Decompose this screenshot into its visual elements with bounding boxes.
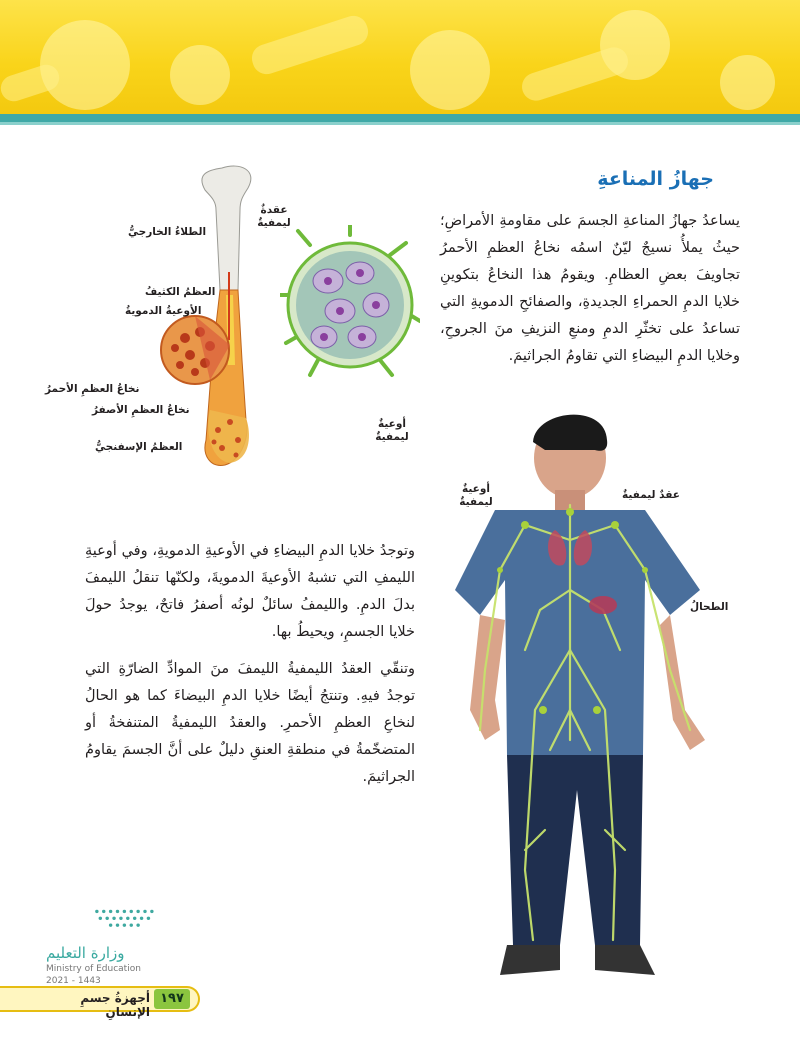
label-body-lymph-nodes: عقدٌ ليمفيةٌ [622,489,680,501]
label-compact-bone: العظمُ الكثيفُ [145,286,216,298]
vessels-paragraphs [85,538,415,801]
label-blood-vessels: الأوعيةُ الدمويةُ [125,305,202,317]
ministry-year: 2021 - 1443 [46,976,101,986]
ministry-name-arabic: وزارة التعليم [46,944,125,962]
label-yellow-marrow: نخاعُ العظمِ الأصفرُ [92,404,190,416]
vessels-text-2: وتنقّي العقدُ الليمفيةُ الليمفَ منَ الموادِّ الضارّةِ التي توجدُ فيهِ. وتنتجُ أيضًا خلايا الدمِ البيضاءَ كما هو الحالُ لنخاعِ العظمِ الأحمرِ. والعقدُ الليمفيةُ المتنفخةُ أو المتضخّمةُ في منطقةِ العنقِ دليلٌ على أنَّ الجسمَ يقاومُ الجراثيمَ. [85,661,415,785]
vessels-text-1: وتوجدُ خلايا الدمِ البيضاءِ في الأوعيةِ الدمويةِ، وفي أوعيةِ الليمفِ التي تشبهُ الأوعيةَ الدمويةَ، ولكنّها تنقلُ الليمفَ بدلَ الدمِ. والليمفُ سائلٌ لونُه أصفرُ فاتحٌ، يوجدُ حولَ خلايا الجسمِ، ويحيطُ بها. [85,543,415,640]
intro-text: يساعدُ جهازُ المناعةِ الجسمَ على مقاومةِ الأمراضِ؛ حيثُ يملأُ نسيجٌ ليّنٌ اسمُه نخاعُ العظمِ الأحمرُ تجاويفَ بعضِ العظامِ. ويقومُ هذا النخاعُ بتكوينِ خلايا الدمِ الحمراءِ الجديدةِ، والصفائحِ الدمويةِ التي تساعدُ على تخثّرِ الدمِ ومنعِ النزيفِ منَ الجروحِ، وخلايا الدمِ البيضاءِ التي تقاومُ الجراثيمَ. [440,213,740,364]
intro-paragraph [440,208,740,380]
label-spongy-bone: العظمُ الإسفنجيُّ [95,441,183,453]
ministry-name-english: Ministry of Education [46,964,141,974]
label-spleen: الطحالُ [690,601,729,613]
header-divider-light [0,122,800,125]
label-red-marrow: نخاعُ العظمِ الأحمرُ [45,383,140,395]
lymph-node-illustration [280,225,420,390]
chapter-title: أجهزةُ جسمِ الإنسانِ [80,991,150,1019]
label-outer-layer: الطلاءُ الخارجيُّ [128,226,207,238]
header-band [0,0,800,118]
label-body-lymph-vessels: أوعيةٌ ليمفيةٌ [459,483,493,508]
page-number: ١٩٧ [154,989,190,1009]
label-lymph-node: عقدةٌ ليمفيةٌ [257,204,291,229]
label-node-lymph-vessels: أوعيةٌ ليمفيةٌ [375,418,409,443]
header-divider [0,114,800,122]
ministry-logo-icon [90,900,200,940]
section-title: جهازُ المناعةِ [597,168,714,190]
